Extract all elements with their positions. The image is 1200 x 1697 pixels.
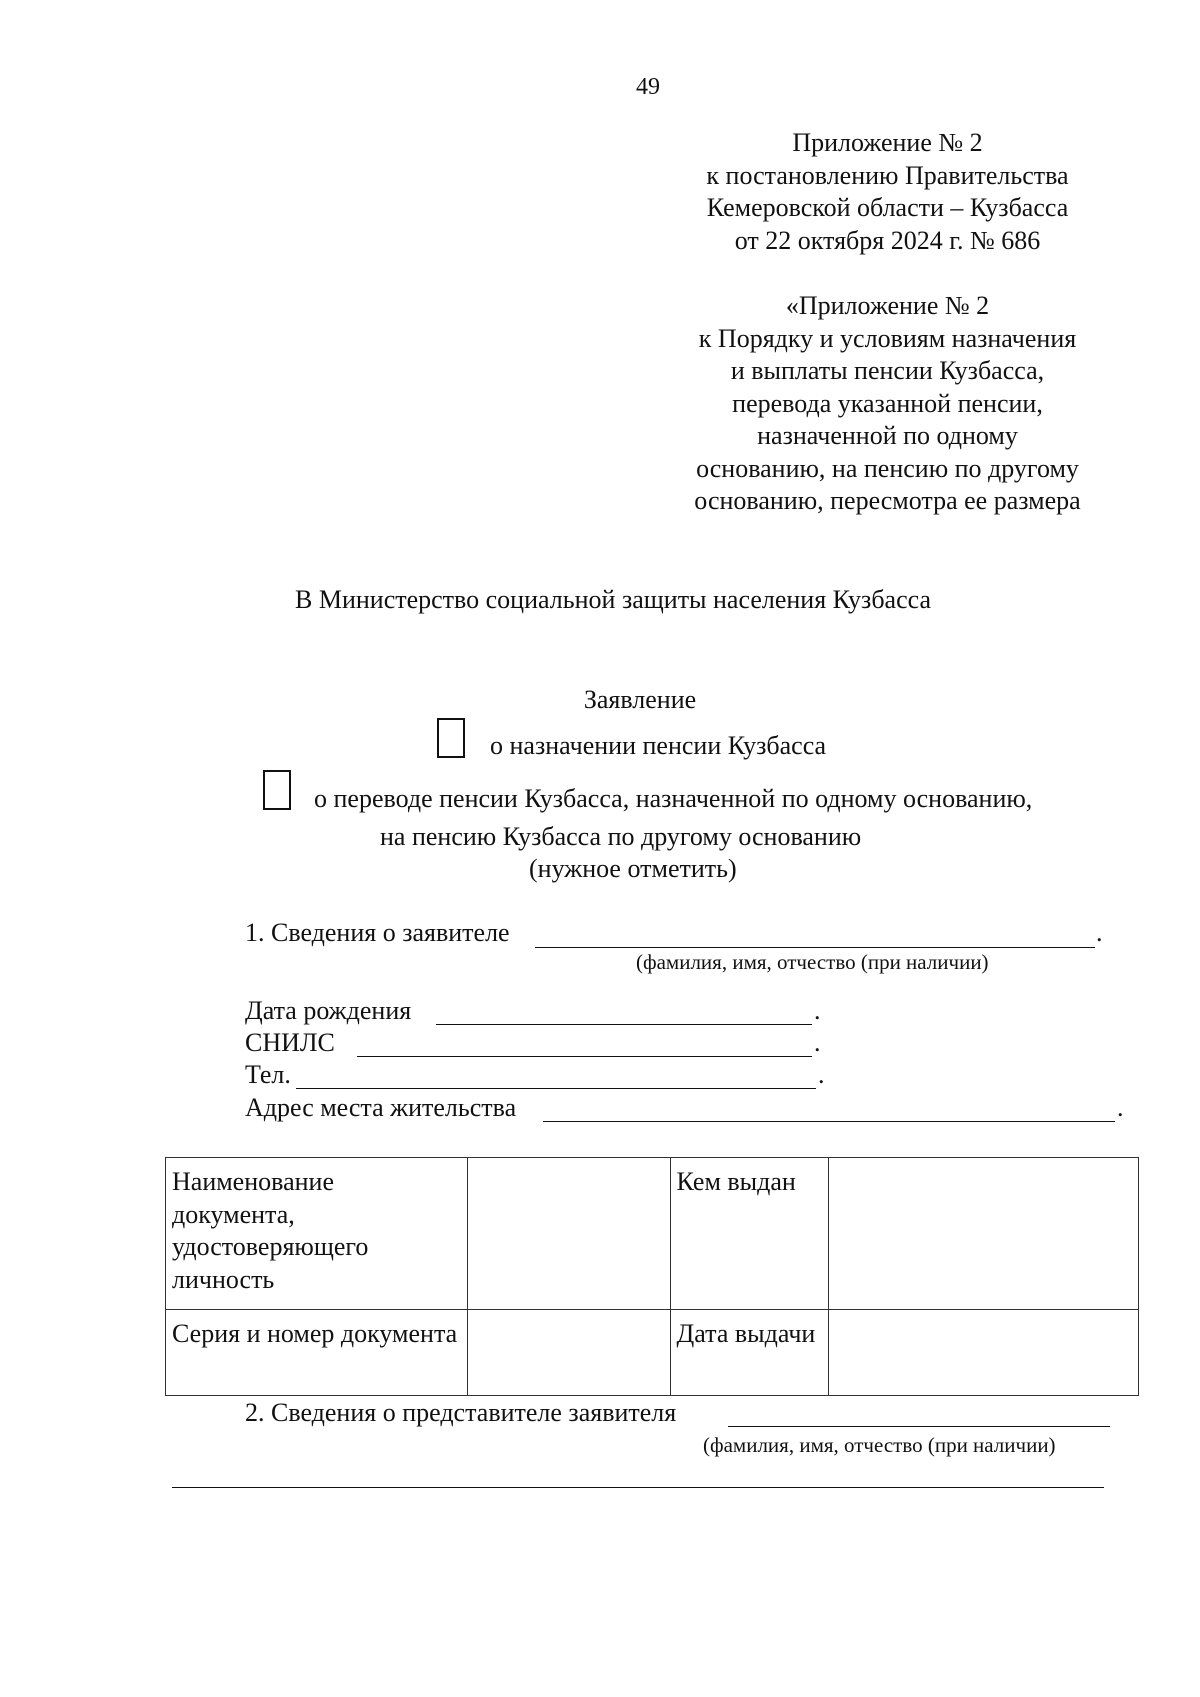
appendix-subheader: [650, 290, 1125, 518]
appendix-header: [650, 127, 1125, 257]
option-label-transfer: о переводе пенсии Кузбасса, назначенной по одному основанию,: [314, 784, 1033, 813]
address-line[interactable]: [543, 1121, 1115, 1122]
section1-end: .: [1096, 918, 1103, 947]
address-label: Адрес места жительства: [245, 1093, 517, 1122]
options-note: (нужное отметить): [529, 854, 737, 883]
appendix-sub-line: назначенной по одному: [757, 421, 1018, 450]
appendix-sub-line: основанию, на пенсию по другому: [696, 453, 1079, 483]
form-title: Заявление: [583, 685, 697, 714]
birth-date-line[interactable]: [436, 1024, 812, 1025]
doc-name-value[interactable]: [467, 1158, 670, 1310]
option-label-assign: о назначении пенсии Кузбасса: [490, 731, 827, 760]
issued-by-label: Кем выдан: [670, 1158, 829, 1310]
appendix-header-line: Приложение № 2: [792, 128, 983, 157]
birth-date-label: Дата рождения: [245, 996, 412, 1025]
page-number: 49: [636, 74, 660, 100]
doc-series-value[interactable]: [467, 1310, 670, 1396]
appendix-sub-line: перевода указанной пенсии,: [732, 388, 1043, 418]
address-end: .: [1117, 1093, 1124, 1122]
option-checkbox-transfer[interactable]: [263, 770, 291, 810]
appendix-header-line: Кемеровской области – Кузбасса: [706, 193, 1069, 222]
issued-by-value[interactable]: [829, 1158, 1139, 1310]
issue-date-value[interactable]: [829, 1310, 1139, 1396]
appendix-sub-line: «Приложение № 2: [785, 291, 990, 320]
doc-name-label: Наименование документа, удостоверяющего личность: [166, 1158, 468, 1310]
snils-end: .: [814, 1028, 821, 1057]
appendix-header-line: от 22 октября 2024 г. № 686: [734, 225, 1041, 255]
applicant-name-line[interactable]: [535, 947, 1095, 948]
phone-end: .: [818, 1060, 825, 1089]
appendix-sub-line: и выплаты пенсии Кузбасса,: [730, 356, 1045, 385]
representative-name-line-2[interactable]: [172, 1487, 1104, 1488]
appendix-header-line: к постановлению Правительства: [706, 160, 1069, 190]
id-document-table: [165, 1157, 1139, 1396]
option-checkbox-assign[interactable]: [437, 718, 465, 758]
appendix-sub-line: основанию, пересмотра ее размера: [694, 486, 1081, 515]
issue-date-label: Дата выдачи: [670, 1310, 829, 1396]
table-row: [166, 1310, 1139, 1396]
phone-label: Тел.: [245, 1060, 291, 1089]
section2-label: 2. Сведения о представителе заявителя: [245, 1398, 677, 1427]
section1-hint: (фамилия, имя, отчество (при наличии): [636, 950, 989, 974]
addressee: В Министерство социальной защиты населения Кузбасса: [295, 585, 932, 614]
table-row: [166, 1158, 1139, 1310]
snils-label: СНИЛС: [245, 1028, 335, 1057]
doc-series-label: Серия и номер документа: [166, 1310, 468, 1396]
section1-label: 1. Сведения о заявителе: [245, 918, 510, 947]
snils-line[interactable]: [357, 1056, 812, 1057]
birth-date-end: .: [814, 996, 821, 1025]
phone-line[interactable]: [296, 1088, 816, 1089]
appendix-sub-line: к Порядку и условиям назначения: [698, 323, 1077, 353]
option-label-transfer-cont: на пенсию Кузбасса по другому основанию: [380, 822, 862, 851]
section2-hint: (фамилия, имя, отчество (при наличии): [703, 1433, 1056, 1457]
representative-name-line[interactable]: [728, 1426, 1110, 1427]
